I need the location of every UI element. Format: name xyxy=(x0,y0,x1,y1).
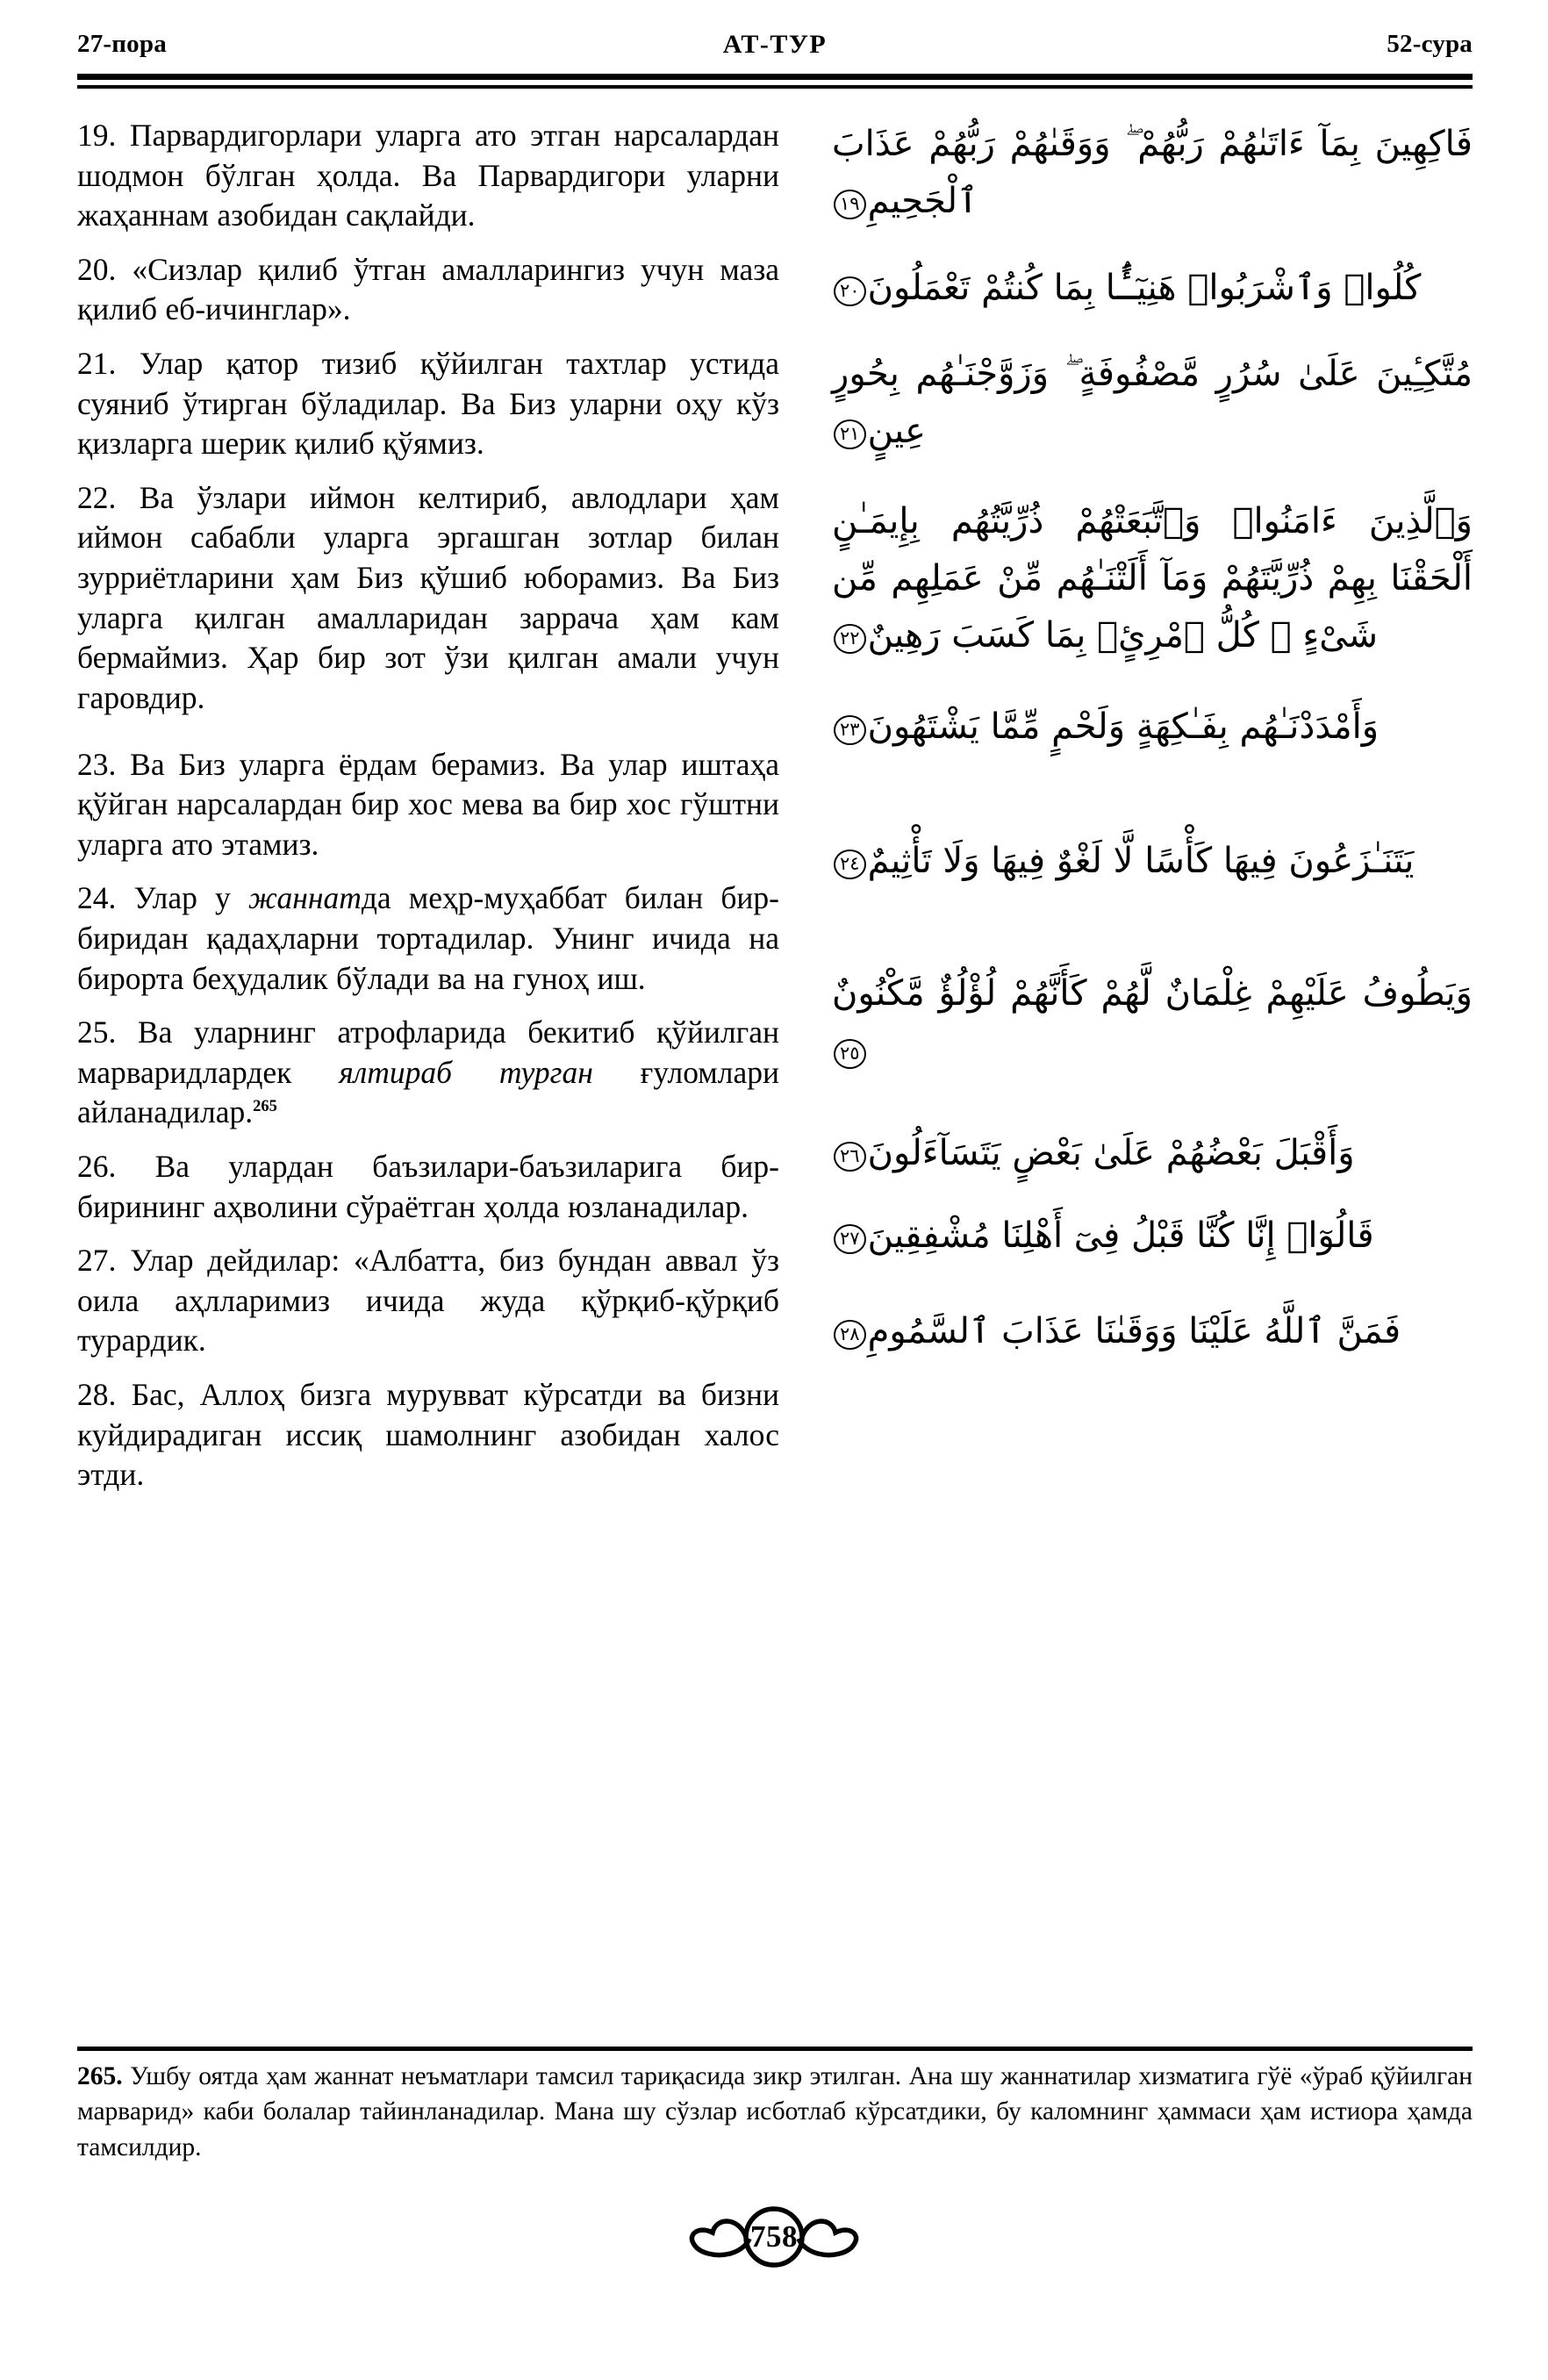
verse-number-28: 28. xyxy=(77,1377,117,1413)
ayah-text-26: وَأَقْبَلَ بَعْضُهُمْ عَلَىٰ بَعْضٍ يَتَسَآءَلُونَ xyxy=(867,1132,1355,1173)
verse-text-22: Ва ўзлари иймон келтириб, авлодлари ҳам иймон сабабли уларга эргашган зотлар билан зурриётларини ҳам Биз қўшиб юборамиз. Ва Биз уларга қилган амалларидан заррача ҳам кам бермаймиз. Ҳар бир зот ўзи қилган амали учун гаровдир. xyxy=(77,479,780,715)
body-columns xyxy=(77,116,1473,1994)
verse-number-23: 23. xyxy=(77,746,117,782)
verse-28 xyxy=(77,1375,779,1495)
verse-27 xyxy=(77,1241,779,1361)
verse-text-26: Ва улардан баъзилари-баъзиларига бир-бирининг аҳволини сўраётган ҳолда юзланадилар. xyxy=(77,1149,779,1224)
verse-text-25-emphasis: ялтираб турган xyxy=(339,1054,593,1090)
verse-21 xyxy=(77,344,779,464)
page-number: 758 xyxy=(750,2219,798,2254)
folio xyxy=(0,2199,1548,2275)
ayah-27 xyxy=(832,1208,1473,1265)
verse-number-20: 20. xyxy=(77,251,117,287)
verse-number-19: 19. xyxy=(77,118,117,153)
ayah-text-21: مُتَّكِـِٔينَ عَلَىٰ سُرُرٍ مَّصْفُوفَةٍ ۖ وَزَوَّجْنَـٰهُم بِحُورٍ عِينٍ xyxy=(832,354,1473,452)
footnote-reference-265[interactable]: 265 xyxy=(253,1097,277,1115)
verse-19 xyxy=(77,116,779,236)
ayah-22 xyxy=(832,493,1473,663)
running-head-surah-title: АТ-ТУР xyxy=(722,30,828,59)
ayah-text-27: قَالُوٓا۟ إِنَّا كُنَّا قَبْلُ فِىٓ أَهْلِنَا مُشْفِقِينَ xyxy=(867,1215,1374,1257)
ayah-endmark-24: ٢٤ xyxy=(834,849,866,879)
verse-text-20: «Сизлар қилиб ўтган амалларингиз учун маза қилиб еб-ичинглар». xyxy=(77,251,779,327)
ayah-text-22: وَٱلَّذِينَ ءَامَنُوا۟ وَٱتَّبَعَتْهُمْ ذُرِّيَّتُهُم بِإِيمَـٰنٍ أَلْحَقْنَا بِهِمْ ذُرِّيَّتَهُمْ وَمَآ أَلَتْنَـٰهُم مِّنْ عَمَلِهِم مِّن شَىْءٍ ۚ كُلُّ ٱمْرِئٍۭ بِمَا كَسَبَ رَهِينٌ xyxy=(832,500,1473,656)
ayah-24 xyxy=(832,833,1473,890)
verse-number-24: 24. xyxy=(77,880,117,916)
verse-number-26: 26. xyxy=(77,1149,117,1185)
ayah-text-28: فَمَنَّ ٱللَّهُ عَلَيْنَا وَوَقَىٰنَا عَذَابَ ٱلسَّمُومِ xyxy=(867,1311,1401,1352)
ayah-23 xyxy=(832,699,1473,756)
verse-text-21: Улар қатор тизиб қўйилган тахтлар устида суяниб ўтирган бўладилар. Ва Биз уларни оҳу кўз қизларга шерик қилиб қўямиз. xyxy=(77,346,779,462)
verse-text-28: Бас, Аллоҳ бизга мурувват кўрсатди ва бизни куйдирадиган иссиқ шамолнинг азобидан халос этди. xyxy=(77,1377,779,1493)
footnote-marker: 265. xyxy=(77,2062,123,2090)
running-head-surah-number: 52-сура xyxy=(1387,30,1473,58)
ayah-endmark-23: ٢٣ xyxy=(834,715,866,745)
verse-text-23: Ва Биз уларга ёрдам берамиз. Ва улар иштаҳа қўйган нарсалардан бир хос мева ва бир хос гўштни уларга ато этамиз. xyxy=(77,746,779,862)
footnote-divider-rule xyxy=(77,2047,1473,2051)
header-divider-rule xyxy=(77,74,1473,89)
verse-number-21: 21. xyxy=(77,346,117,382)
ayah-endmark-21: ٢١ xyxy=(834,419,866,449)
ayah-28 xyxy=(832,1303,1473,1360)
ayah-text-24: يَتَنَـٰزَعُونَ فِيهَا كَأْسًا لَّا لَغْوٌ فِيهَا وَلَا تَأْثِيمٌ xyxy=(867,841,1415,882)
verse-24 xyxy=(77,878,779,999)
ayah-19 xyxy=(832,116,1473,230)
verse-number-27: 27. xyxy=(77,1243,117,1279)
uzbek-translation-column xyxy=(77,116,779,1509)
ayah-endmark-28: ٢٨ xyxy=(834,1320,866,1350)
folio-cartouche xyxy=(677,2199,871,2275)
verse-text-19: Парвардигорлари уларга ато этган нарсалардан шодмон бўлган ҳолда. Ва Парвардигори уларни жаҳаннам азобидан сақлайди. xyxy=(77,118,779,233)
ayah-26 xyxy=(832,1125,1473,1182)
verse-26 xyxy=(77,1147,779,1227)
ayah-endmark-27: ٢٧ xyxy=(834,1224,866,1254)
verse-number-22: 22. xyxy=(77,479,117,515)
ayah-text-19: فَاكِهِينَ بِمَآ ءَاتَىٰهُمْ رَبُّهُمْ ۖ وَوَقَىٰهُمْ رَبُّهُمْ عَذَابَ ٱلْجَحِيمِ xyxy=(832,124,1473,221)
verse-23 xyxy=(77,745,779,865)
verse-text-25-pre: Ва уларнинг атрофларида бекитиб қўйилган марваридлардек xyxy=(77,1014,779,1090)
verse-number-25: 25. xyxy=(77,1014,117,1050)
ayah-endmark-25: ٢٥ xyxy=(834,1039,866,1069)
verse-25 xyxy=(77,1013,779,1133)
verse-20 xyxy=(77,250,779,330)
running-head-juz: 27-пора xyxy=(77,30,167,58)
ayah-21 xyxy=(832,346,1473,460)
ayah-20 xyxy=(832,260,1473,317)
ayah-text-25: وَيَطُوفُ عَلَيْهِمْ غِلْمَانٌ لَّهُمْ كَأَنَّهُمْ لُؤْلُؤٌ مَّكْنُونٌ xyxy=(832,972,1473,1014)
ayah-endmark-22: ٢٢ xyxy=(834,624,866,654)
footnote-block xyxy=(77,2059,1473,2165)
footnote-text: Ушбу оятда ҳам жаннат неъматлари тамсил тариқасида зикр этилган. Ана шу жаннатилар хизматига гўё «ўраб қўйилган марварид» каби болалар тайинланадилар. Мана шу сўзлар исботлаб кўрсатдики, бу каломнинг ҳаммаси ҳам истиора ҳамда тамсилдир. xyxy=(77,2062,1473,2161)
ayah-text-20: كُلُوا۟ وَٱشْرَبُوا۟ هَنِيٓـًٔۢا بِمَا كُنتُمْ تَعْمَلُونَ xyxy=(867,267,1422,308)
verse-text-24-emphasis: жаннат xyxy=(247,880,362,916)
verse-text-24-pre: Улар у xyxy=(133,880,248,916)
verse-text-27: Улар дейдилар: «Албатта, биз бундан аввал ўз оила аҳлларимиз ичида жуда қўрқиб-қўрқиб турардик. xyxy=(77,1243,780,1358)
ayah-endmark-26: ٢٦ xyxy=(834,1142,866,1172)
verse-text-24-post: да меҳр-муҳаббат билан бир-биридан қадаҳларни тортадилар. Унинг ичида на бирорта беҳудалик бўлади ва на гуноҳ иш. xyxy=(77,880,779,996)
ayah-endmark-20: ٢٠ xyxy=(834,276,866,306)
arabic-text-column xyxy=(832,116,1473,1360)
verse-text-25-post: ғуломлари айланадилар. xyxy=(77,1054,779,1130)
ayah-25 xyxy=(832,965,1473,1079)
ayah-text-23: وَأَمْدَدْنَـٰهُم بِفَـٰكِهَةٍ وَلَحْمٍ مِّمَّا يَشْتَهُونَ xyxy=(867,706,1380,748)
ayah-endmark-19: ١٩ xyxy=(834,190,866,219)
running-head xyxy=(77,30,1473,59)
verse-22 xyxy=(77,478,779,719)
